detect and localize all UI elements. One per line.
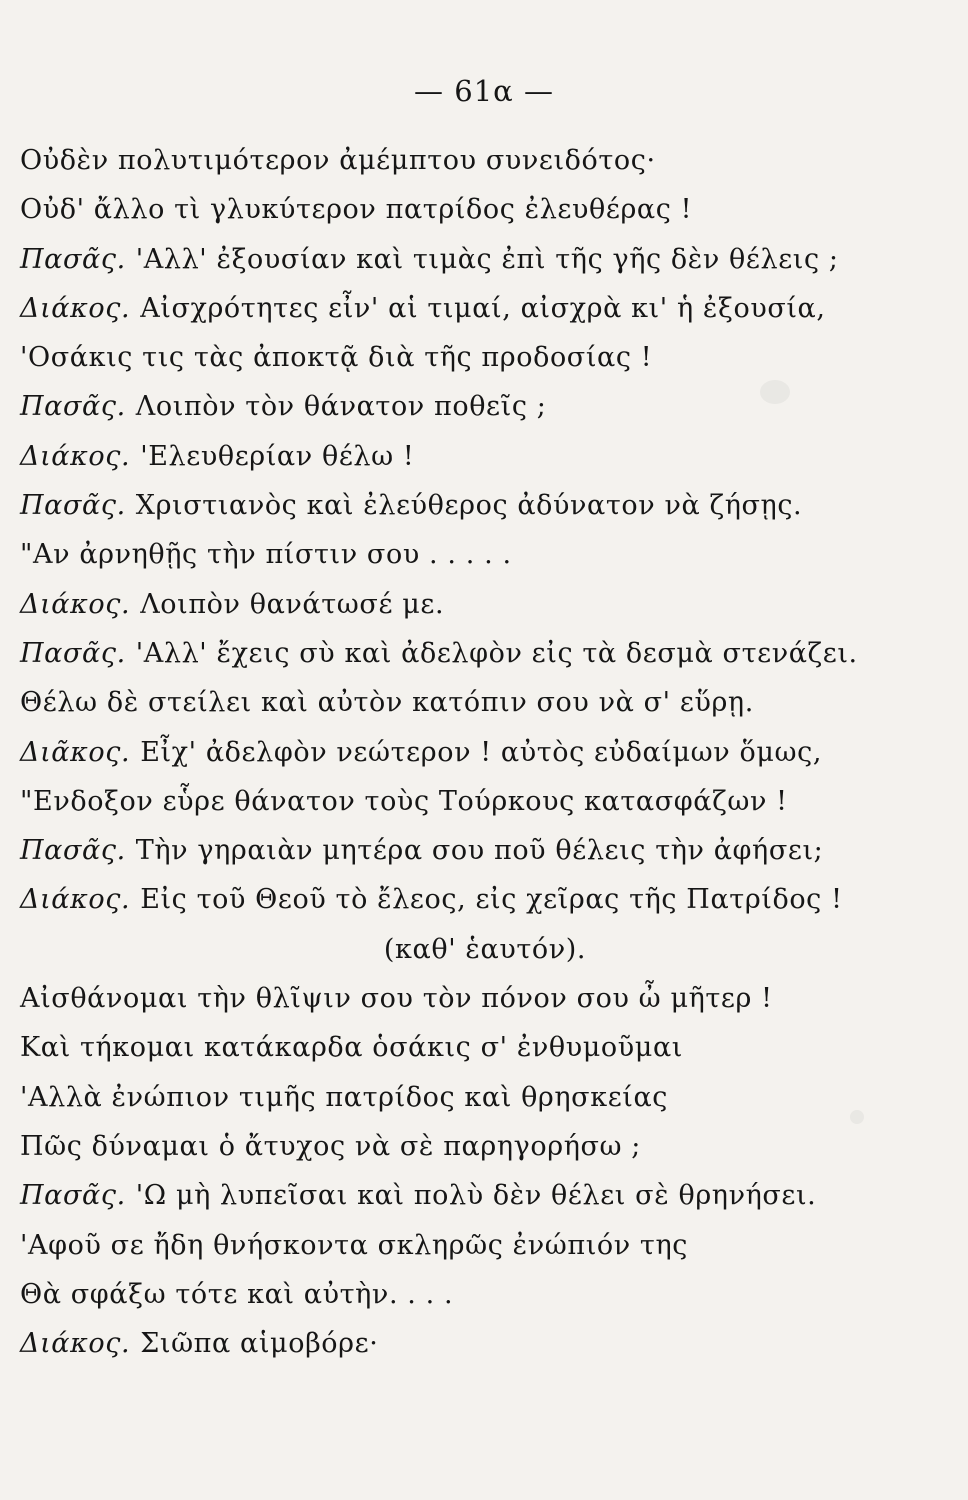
text-line — [20, 728, 950, 777]
text-line — [20, 875, 950, 924]
speaker-name: Διάκος. — [20, 884, 131, 916]
line-text: Εἰς τοῦ Θεοῦ τὸ ἔλεος, εἰς χεῖρας τῆς Πατρίδος ! — [140, 884, 843, 916]
verse-dialogue — [20, 136, 950, 1368]
line-text: 'Οσάκις τις τὰς ἀποκτᾷ διὰ τῆς προδοσίας ! — [20, 342, 653, 374]
speaker-name: Διάκος. — [20, 1328, 131, 1360]
speaker-name: Πασᾶς. — [20, 391, 126, 423]
line-text: Σιῶπα αἱμοβόρε· — [140, 1328, 379, 1360]
text-line — [20, 1023, 950, 1072]
speaker-name: Διᾶκος. — [20, 736, 131, 768]
text-line — [20, 136, 950, 185]
line-text: 'Αλλ' ἐξουσίαν καὶ τιμὰς ἐπὶ τῆς γῆς δὲν θέλεις ; — [135, 243, 839, 275]
line-text: Χριστιανὸς καὶ ἐλεύθερος ἀδύνατον νὰ ζήσῃς. — [135, 490, 803, 522]
line-text: (καθ' ἑαυτόν). — [383, 933, 587, 965]
line-text: Πῶς δύναμαι ὁ ἄτυχος νὰ σὲ παρηγορήσω ; — [20, 1130, 641, 1162]
line-text: 'Ω μὴ λυπεῖσαι καὶ πολὺ δὲν θέλει σὲ θρηνήσει. — [135, 1180, 817, 1212]
line-text: 'Ελευθερίαν θέλω ! — [140, 440, 415, 472]
text-line — [20, 1270, 950, 1319]
speaker-name: Πασᾶς. — [20, 490, 126, 522]
line-text: 'Αλλ' ἔχεις σὺ καὶ ἀδελφὸν εἰς τὰ δεσμὰ στενάζει. — [135, 637, 858, 669]
speaker-name: Διάκος. — [20, 440, 131, 472]
line-text: "Ενδοξον εὗρε θάνατον τοὺς Τούρκους κατασφάζων ! — [20, 785, 788, 817]
text-line — [20, 333, 950, 382]
line-text: Οὐδὲν πολυτιμότερον ἀμέμπτου συνειδότος· — [20, 145, 656, 176]
line-text: Θὰ σφάξω τότε καὶ αὐτὴν. . . . — [20, 1278, 454, 1310]
stage-direction — [20, 925, 950, 974]
line-text: Λοιπὸν τὸν θάνατον ποθεῖς ; — [135, 391, 547, 423]
text-line — [20, 1122, 950, 1171]
speaker-name: Διάκος. — [20, 292, 131, 324]
line-text: Καὶ τήκομαι κατάκαρδα ὁσάκις σ' ἐνθυμοῦμαι — [20, 1032, 683, 1064]
text-line — [20, 1073, 950, 1122]
line-text: Αἰσθάνομαι τὴν θλῖψιν σου τὸν πόνον σου ὦ μῆτερ ! — [20, 983, 773, 1015]
line-text: Θέλω δὲ στείλει καὶ αὐτὸν κατόπιν σου νὰ σ' εὕρῃ. — [20, 687, 754, 719]
text-line — [20, 629, 950, 678]
line-text: Αἰσχρότητες εἶν' αἱ τιμαί, αἰσχρὰ κι' ἡ ἐξουσία, — [140, 292, 826, 324]
line-text: Οὐδ' ἄλλο τὶ γλυκύτερον πατρίδος ἐλευθέρας ! — [20, 194, 693, 226]
speaker-name: Πασᾶς. — [20, 243, 126, 275]
speaker-name: Διάκος. — [20, 588, 131, 620]
text-line — [20, 530, 950, 579]
line-text: Λοιπὸν θανάτωσέ με. — [140, 588, 445, 620]
speaker-name: Πασᾶς. — [20, 1180, 126, 1212]
text-line — [20, 1171, 950, 1220]
text-line — [20, 777, 950, 826]
text-line — [20, 284, 950, 333]
line-text: 'Αλλὰ ἐνώπιον τιμῆς πατρίδος καὶ θρησκείας — [20, 1081, 669, 1113]
line-text: Τὴν γηραιὰν μητέρα σου ποῦ θέλεις τὴν ἀφήσει; — [135, 835, 824, 867]
speaker-name: Πασᾶς. — [20, 835, 126, 867]
line-text: Εἶχ' ἀδελφὸν νεώτερον ! αὐτὸς εὐδαίμων ὅμως, — [140, 736, 822, 768]
speaker-name: Πασᾶς. — [20, 637, 126, 669]
text-line — [20, 235, 950, 284]
text-line — [20, 382, 950, 431]
text-line — [20, 1221, 950, 1270]
text-line — [20, 678, 950, 727]
line-text: "Αν ἀρνηθῇς τὴν πίστιν σου . . . . . — [20, 539, 512, 571]
text-line — [20, 1319, 950, 1368]
line-text: 'Αφοῦ σε ἤδη θνήσκοντα σκληρῶς ἐνώπιόν της — [20, 1229, 688, 1261]
text-line — [20, 185, 950, 234]
text-line — [20, 974, 950, 1023]
text-line — [20, 580, 950, 629]
text-line — [20, 481, 950, 530]
text-line — [20, 826, 950, 875]
page-number: — 61α — — [414, 74, 554, 108]
text-line — [20, 432, 950, 481]
